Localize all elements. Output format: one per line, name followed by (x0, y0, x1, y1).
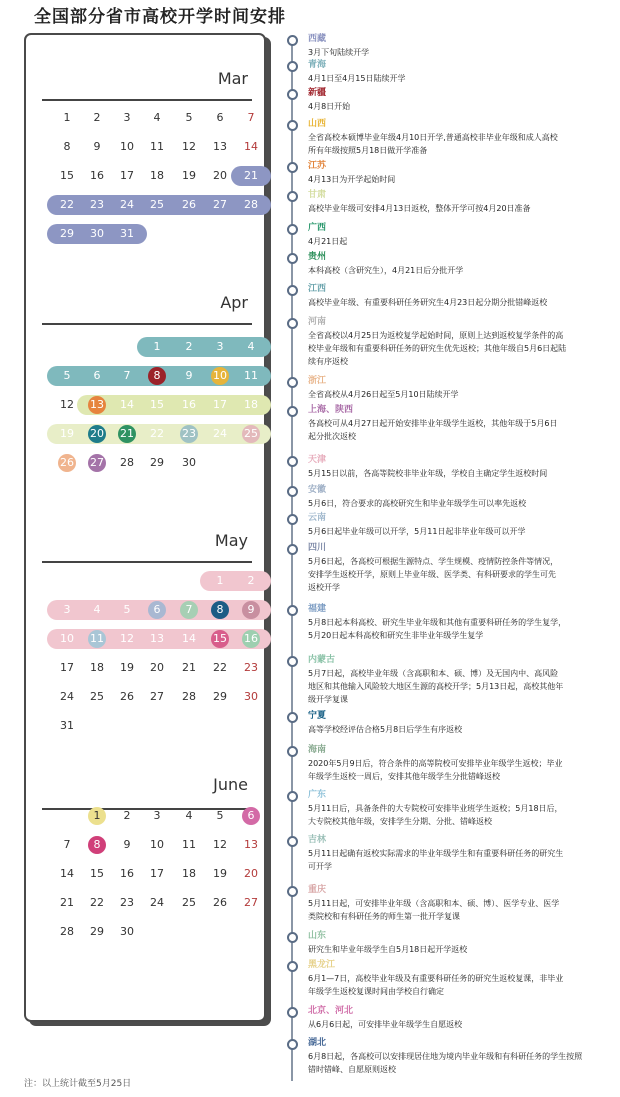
timeline-entry (283, 710, 613, 736)
day-cell: 18 (150, 169, 164, 182)
timeline-dot-icon (287, 35, 298, 46)
timeline-entry (283, 251, 613, 277)
timeline-entry (283, 603, 613, 642)
entry-description: 年级学生返校一周后，安排其他年级学生分批错峰返校 (308, 772, 500, 781)
entry-description: 4月21日起 (308, 237, 348, 246)
entry-description: 5月11日起确有返校实际需求的毕业年级学生和有重要科研任务的研究生 (308, 849, 564, 858)
day-cell: 20 (244, 867, 258, 880)
timeline-entry (283, 87, 613, 113)
timeline-entry (283, 454, 613, 480)
day-cell: 22 (60, 198, 74, 211)
timeline-dot-icon (287, 224, 298, 235)
entry-description: 地区和其他输入风险较大地区生源的高校开学；5月13日起，高校其他年 (308, 682, 564, 691)
day-cell: 29 (60, 227, 74, 240)
day-cell: 30 (120, 925, 134, 938)
timeline-entry (283, 1005, 613, 1031)
day-cell: 9 (185, 369, 193, 382)
province-label: 甘肃 (308, 190, 327, 200)
day-cell: 7 (247, 111, 255, 124)
timeline-dot-icon (287, 1007, 298, 1018)
timeline-entry (283, 512, 613, 538)
day-cell: 14 (60, 867, 74, 880)
province-label: 宁夏 (308, 711, 327, 721)
province-label: 天津 (308, 455, 327, 465)
timeline-dot-icon (287, 886, 298, 897)
day-cell: 21 (244, 169, 258, 182)
entry-description: 5月6日起毕业年级可以开学，5月11日起非毕业年级可以开学 (308, 527, 526, 536)
entry-description: 高等学校经评估合格5月8日后学生有序返校 (308, 725, 463, 734)
day-cell: 21 (182, 661, 196, 674)
timeline-dot-icon (287, 514, 298, 525)
timeline-dot-icon (287, 656, 298, 667)
day-cell: 21 (120, 427, 134, 440)
day-cell: 27 (244, 896, 258, 909)
entry-description: 返校开学 (308, 583, 340, 592)
day-cell: 30 (244, 690, 258, 703)
day-cell: 13 (244, 838, 258, 851)
province-label: 新疆 (308, 88, 327, 98)
entry-description: 5月6日起，各高校可根据生源特点、学生规模、疫情防控条件等情况， (308, 557, 559, 566)
entry-description: 可开学 (308, 862, 332, 871)
entry-description: 5月11日起，可安排毕业年级（含高职和本、硕、博）、医学专业、医学 (308, 899, 560, 908)
day-cell: 1 (93, 809, 101, 822)
day-cell: 30 (90, 227, 104, 240)
day-cell: 15 (150, 398, 164, 411)
timeline-entry (283, 375, 613, 401)
entry-description: 错时错峰、自愿原则返校 (308, 1065, 396, 1074)
day-cell: 13 (90, 398, 104, 411)
day-cell: 12 (60, 398, 74, 411)
day-cell: 24 (60, 690, 74, 703)
entry-description: 3月下旬陆续开学 (308, 48, 370, 57)
day-cell: 17 (150, 867, 164, 880)
timeline-dot-icon (287, 1039, 298, 1050)
day-cell: 7 (63, 838, 71, 851)
timeline-entry (283, 834, 613, 873)
day-cell: 25 (90, 690, 104, 703)
day-cell: 12 (182, 140, 196, 153)
day-cell: 4 (93, 603, 101, 616)
day-cell: 18 (90, 661, 104, 674)
calendar-panel (24, 33, 266, 1022)
day-cell: 15 (90, 867, 104, 880)
timeline-dot-icon (287, 162, 298, 173)
timeline-entry (283, 189, 613, 215)
timeline-dot-icon (287, 712, 298, 723)
entry-description: 年级学生返校复课时间由学校自行确定 (308, 987, 444, 996)
day-cell: 31 (60, 719, 74, 732)
province-label: 广东 (308, 790, 327, 800)
timeline-entry (283, 33, 613, 59)
day-cell: 24 (150, 896, 164, 909)
province-label: 西藏 (308, 34, 327, 44)
timeline-entry (283, 884, 613, 923)
province-label: 浙江 (308, 376, 327, 386)
day-cell: 24 (120, 198, 134, 211)
day-cell: 22 (90, 896, 104, 909)
province-label: 江西 (308, 284, 327, 294)
day-cell: 5 (123, 603, 131, 616)
timeline-dot-icon (287, 61, 298, 72)
day-cell: 23 (182, 427, 196, 440)
day-cell: 13 (150, 632, 164, 645)
province-label: 河南 (308, 317, 327, 327)
entry-description: 大专院校其他年级，安排学生分期、分批、错峰返校 (308, 817, 492, 826)
entry-description: 2020年5月9日后，符合条件的高等院校可安排毕业年级学生返校；毕业 (308, 759, 563, 768)
day-cell: 1 (63, 111, 71, 124)
province-label: 江苏 (308, 161, 327, 171)
day-cell: 3 (63, 603, 71, 616)
day-cell: 3 (123, 111, 131, 124)
day-cell: 30 (182, 456, 196, 469)
province-label: 云南 (308, 513, 327, 523)
day-cell: 22 (150, 427, 164, 440)
entry-description: 高校毕业年级可安排4月13日返校，整体开学可按4月20日准备 (308, 204, 531, 213)
month-divider (42, 99, 252, 101)
entry-description: 6月8日起，各高校可以安排现居住地为境内毕业年级和有科研任务的学生按照 (308, 1052, 583, 1061)
entry-description: 所有年级按照5月18日做开学准备 (308, 146, 428, 155)
timeline-dot-icon (287, 89, 298, 100)
province-label: 广西 (308, 223, 327, 233)
month-divider (42, 323, 252, 325)
footnote: 注：以上统计截至5月25日 (24, 1079, 132, 1089)
timeline-dot-icon (287, 456, 298, 467)
day-cell: 15 (60, 169, 74, 182)
province-label: 山西 (308, 119, 327, 129)
timeline-dot-icon (287, 486, 298, 497)
day-cell: 10 (60, 632, 74, 645)
timeline-entry (283, 654, 613, 706)
day-cell: 8 (153, 369, 161, 382)
day-cell: 7 (185, 603, 193, 616)
day-cell: 27 (90, 456, 104, 469)
entry-description: 研究生和毕业年级学生自5月18日起开学返校 (308, 945, 468, 954)
day-cell: 23 (120, 896, 134, 909)
entry-description: 高校毕业年级、有重要科研任务研究生4月23日起分期分批错峰返校 (308, 298, 548, 307)
day-cell: 19 (60, 427, 74, 440)
timeline-entry (283, 542, 613, 594)
province-label: 黑龙江 (308, 960, 336, 970)
timeline-entry (283, 930, 613, 956)
day-cell: 12 (120, 632, 134, 645)
timeline-dot-icon (287, 746, 298, 757)
province-label: 福建 (308, 604, 327, 614)
day-cell: 25 (244, 427, 258, 440)
timeline-dot-icon (287, 253, 298, 264)
month-label: May (214, 531, 248, 550)
day-cell: 13 (213, 140, 227, 153)
day-cell: 21 (60, 896, 74, 909)
day-cell: 31 (120, 227, 134, 240)
day-cell: 5 (185, 111, 193, 124)
province-label: 内蒙古 (308, 655, 336, 665)
day-cell: 16 (120, 867, 134, 880)
day-cell: 10 (150, 838, 164, 851)
timeline-entry (283, 118, 613, 157)
province-label: 重庆 (308, 885, 327, 895)
entry-description: 5月7日起，高校毕业年级（含高职和本、硕、博）及无国内中、高风险 (308, 669, 559, 678)
timeline-entry (283, 404, 613, 443)
day-cell: 6 (153, 603, 161, 616)
entry-description: 全省高校从4月26日起至5月10日陆续开学 (308, 390, 459, 399)
province-label: 贵州 (308, 252, 327, 262)
entry-description: 5月11日后，具备条件的大专院校可安排毕业班学生返校；5月18日后， (308, 804, 563, 813)
entry-description: 5月15日以前，各高等院校非毕业年级，学校自主确定学生返校时间 (308, 469, 548, 478)
month-label: June (213, 775, 248, 794)
day-cell: 18 (244, 398, 258, 411)
timeline-dot-icon (287, 932, 298, 943)
day-cell: 4 (185, 809, 193, 822)
day-cell: 12 (213, 838, 227, 851)
province-label: 海南 (308, 745, 327, 755)
timeline-entry (283, 1037, 613, 1076)
day-cell: 2 (247, 574, 255, 587)
day-cell: 20 (90, 427, 104, 440)
day-cell: 22 (213, 661, 227, 674)
timeline-entry (283, 316, 613, 368)
day-cell: 11 (244, 369, 258, 382)
day-cell: 9 (247, 603, 255, 616)
day-cell: 18 (182, 867, 196, 880)
timeline-dot-icon (287, 191, 298, 202)
entry-description: 6月1—7日，高校毕业年级及有重要科研任务的研究生返校复课，非毕业 (308, 974, 564, 983)
day-cell: 26 (60, 456, 74, 469)
day-cell: 16 (244, 632, 258, 645)
timeline-entry (283, 959, 613, 998)
day-cell: 28 (244, 198, 258, 211)
timeline-dot-icon (287, 836, 298, 847)
timeline-entry (283, 744, 613, 783)
timeline-dot-icon (287, 285, 298, 296)
day-cell: 17 (120, 169, 134, 182)
day-cell: 3 (216, 340, 224, 353)
timeline-dot-icon (287, 120, 298, 131)
timeline-dot-icon (287, 791, 298, 802)
day-cell: 2 (185, 340, 193, 353)
day-cell: 1 (216, 574, 224, 587)
timeline-dot-icon (287, 605, 298, 616)
province-label: 山东 (308, 931, 327, 941)
entry-description: 从6月6日起，可安排毕业年级学生自愿返校 (308, 1020, 463, 1029)
month-label: Mar (217, 69, 248, 88)
day-cell: 2 (123, 809, 131, 822)
timeline-dot-icon (287, 544, 298, 555)
day-cell: 16 (182, 398, 196, 411)
day-cell: 4 (153, 111, 161, 124)
entry-description: 5月20日起本科高校和研究生非毕业年级学生复学 (308, 631, 484, 640)
day-cell: 6 (247, 809, 255, 822)
day-cell: 15 (213, 632, 227, 645)
province-label: 四川 (308, 543, 327, 553)
day-cell: 10 (213, 369, 227, 382)
entry-description: 4月1日至4月15日陆续开学 (308, 74, 406, 83)
day-cell: 23 (90, 198, 104, 211)
province-label: 吉林 (308, 835, 327, 845)
day-cell: 26 (213, 896, 227, 909)
day-cell: 6 (216, 111, 224, 124)
day-cell: 25 (150, 198, 164, 211)
province-label: 安徽 (308, 485, 327, 495)
day-cell: 1 (153, 340, 161, 353)
day-cell: 28 (182, 690, 196, 703)
day-cell: 19 (120, 661, 134, 674)
day-cell: 16 (90, 169, 104, 182)
day-cell: 2 (93, 111, 101, 124)
timeline-dot-icon (287, 406, 298, 417)
day-cell: 10 (120, 140, 134, 153)
day-cell: 19 (182, 169, 196, 182)
timeline-entry (283, 484, 613, 510)
entry-description: 4月8日开始 (308, 102, 351, 111)
day-cell: 28 (120, 456, 134, 469)
entry-description: 安排学生返校开学，原则上毕业年级、医学类、有科研要求的学生可先 (308, 570, 556, 579)
day-cell: 14 (244, 140, 258, 153)
province-label: 湖北 (308, 1038, 327, 1048)
day-cell: 26 (120, 690, 134, 703)
timeline-entry (283, 59, 613, 85)
month-label: Apr (220, 293, 248, 312)
day-cell: 8 (216, 603, 224, 616)
entry-description: 4月13日为开学起始时间 (308, 175, 396, 184)
day-cell: 23 (244, 661, 258, 674)
day-cell: 29 (90, 925, 104, 938)
day-cell: 4 (247, 340, 255, 353)
day-cell: 7 (123, 369, 131, 382)
entry-description: 各高校可从4月27日起开始安排毕业年级学生返校，其他年级于5月6日 (308, 419, 558, 428)
day-cell: 5 (63, 369, 71, 382)
timeline-entry (283, 222, 613, 248)
day-cell: 27 (213, 198, 227, 211)
day-cell: 14 (120, 398, 134, 411)
day-cell: 8 (93, 838, 101, 851)
day-cell: 3 (153, 809, 161, 822)
day-cell: 26 (182, 198, 196, 211)
day-cell: 14 (182, 632, 196, 645)
day-cell: 17 (213, 398, 227, 411)
entry-description: 本科高校（含研究生），4月21日后分批开学 (308, 266, 464, 275)
day-cell: 9 (93, 140, 101, 153)
day-cell: 9 (123, 838, 131, 851)
day-cell: 20 (150, 661, 164, 674)
day-cell: 8 (63, 140, 71, 153)
day-cell: 11 (150, 140, 164, 153)
month-divider (42, 561, 252, 563)
timeline-dot-icon (287, 318, 298, 329)
timeline-entry (283, 160, 613, 186)
day-cell: 17 (60, 661, 74, 674)
day-cell: 27 (150, 690, 164, 703)
entry-description: 5月6日，符合要求的高校研究生和毕业年级学生可以率先返校 (308, 499, 527, 508)
day-cell: 25 (182, 896, 196, 909)
timeline-entry (283, 283, 613, 309)
province-label: 上海、陕西 (308, 405, 354, 415)
province-label: 北京、河北 (308, 1006, 354, 1016)
day-cell: 19 (213, 867, 227, 880)
page-title: 全国部分省市高校开学时间安排 (34, 7, 286, 27)
entry-description: 全省高校以4月25日为返校复学起始时间，原则上达到返校复学条件的高 (308, 331, 564, 340)
timeline-dot-icon (287, 961, 298, 972)
timeline-entry (283, 789, 613, 828)
entry-description: 起分批次返校 (308, 432, 356, 441)
entry-description: 级开学复课 (308, 695, 348, 704)
entry-description: 续有序返校 (308, 357, 348, 366)
day-cell: 11 (90, 632, 104, 645)
entry-description: 全省高校本硕博毕业年级4月10日开学,普通高校非毕业年级和成人高校 (308, 133, 558, 142)
day-cell: 20 (213, 169, 227, 182)
day-cell: 29 (213, 690, 227, 703)
timeline-dot-icon (287, 377, 298, 388)
day-cell: 6 (93, 369, 101, 382)
day-cell: 29 (150, 456, 164, 469)
entry-description: 类院校和有科研任务的师生第一批开学复课 (308, 912, 460, 921)
province-label: 青海 (308, 60, 327, 70)
day-cell: 11 (182, 838, 196, 851)
entry-description: 校毕业年级和有重要科研任务的研究生优先返校；其他年级自5月6日起陆 (308, 344, 567, 353)
day-cell: 24 (213, 427, 227, 440)
day-cell: 28 (60, 925, 74, 938)
day-cell: 5 (216, 809, 224, 822)
entry-description: 5月8日起本科高校、研究生毕业年级和其他有重要科研任务的学生复学， (308, 618, 567, 627)
